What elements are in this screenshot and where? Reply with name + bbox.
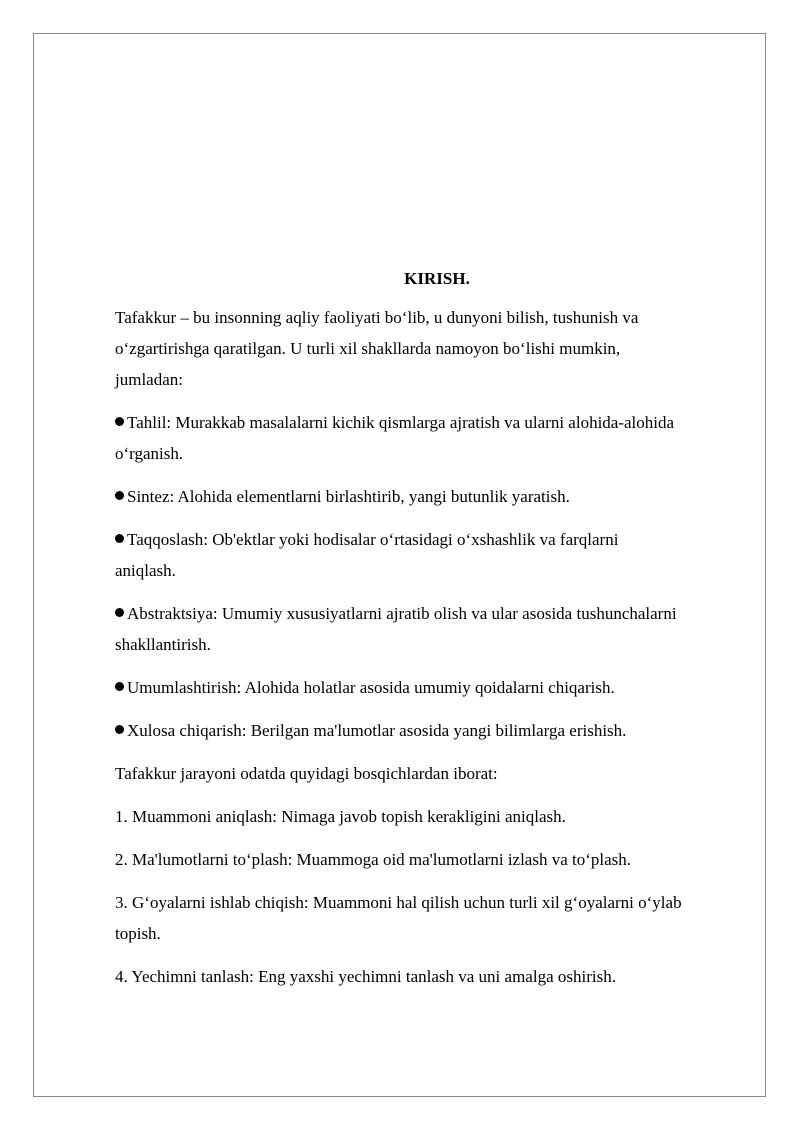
bullet-icon: [115, 682, 124, 691]
bullet-item: [115, 598, 755, 660]
step-text: 1. Muammoni aniqlash: Nimaga javob topish kerakligini aniqlash.: [115, 807, 566, 826]
bullet-text: Abstraktsiya: Umumiy xususiyatlarni ajratib olish va ular asosida tushunchalarni: [127, 604, 677, 623]
bullet-item: [115, 481, 755, 512]
bullet-text: Taqqoslash: Ob'ektlar yoki hodisalar o‘rtasidagi o‘xshashlik va farqlarni: [127, 530, 619, 549]
intro-line: jumladan:: [115, 370, 183, 389]
bullet-item: [115, 407, 755, 469]
bullet-icon: [115, 725, 124, 734]
bullet-icon: [115, 417, 124, 426]
bullet-item: [115, 672, 755, 703]
bullet-item: [115, 715, 755, 746]
step-item: [115, 887, 755, 949]
intro-paragraph: [115, 302, 755, 395]
bullet-text: Tahlil: Murakkab masalalarni kichik qismlarga ajratish va ularni alohida-alohida: [127, 413, 675, 432]
stages-intro: [115, 758, 755, 789]
document-body: [115, 268, 755, 992]
bullet-text: Umumlashtirish: Alohida holatlar asosida umumiy qoidalarni chiqarish.: [127, 678, 615, 697]
stages-intro-text: Tafakkur jarayoni odatda quyidagi bosqichlardan iborat:: [115, 764, 498, 783]
step-text: 3. G‘oyalarni ishlab chiqish: Muammoni hal qilish uchun turli xil g‘oyalarni o‘ylab: [115, 893, 682, 912]
document-title: KIRISH.: [404, 269, 470, 288]
intro-line: Tafakkur – bu insonning aqliy faoliyati bo‘lib, u dunyoni bilish, tushunish va: [115, 308, 639, 327]
bullet-text: Sintez: Alohida elementlarni birlashtirib, yangi butunlik yaratish.: [127, 487, 570, 506]
bullet-text: shakllantirish.: [115, 635, 211, 654]
step-text: topish.: [115, 924, 161, 943]
step-text: 4. Yechimni tanlash: Eng yaxshi yechimni tanlash va uni amalga oshirish.: [115, 967, 616, 986]
bullet-icon: [115, 491, 124, 500]
step-item: [115, 844, 755, 875]
step-text: 2. Ma'lumotlarni to‘plash: Muammoga oid ma'lumotlarni izlash va to‘plash.: [115, 850, 632, 869]
intro-line: o‘zgartirishga qaratilgan. U turli xil shakllarda namoyon bo‘lishi mumkin,: [115, 339, 621, 358]
bullet-text: o‘rganish.: [115, 444, 184, 463]
step-item: [115, 961, 755, 992]
bullet-icon: [115, 608, 124, 617]
bullet-item: [115, 524, 755, 586]
step-item: [115, 801, 755, 832]
bullet-text: Xulosa chiqarish: Berilgan ma'lumotlar asosida yangi bilimlarga erishish.: [127, 721, 627, 740]
bullet-text: aniqlash.: [115, 561, 176, 580]
bullet-icon: [115, 534, 124, 543]
